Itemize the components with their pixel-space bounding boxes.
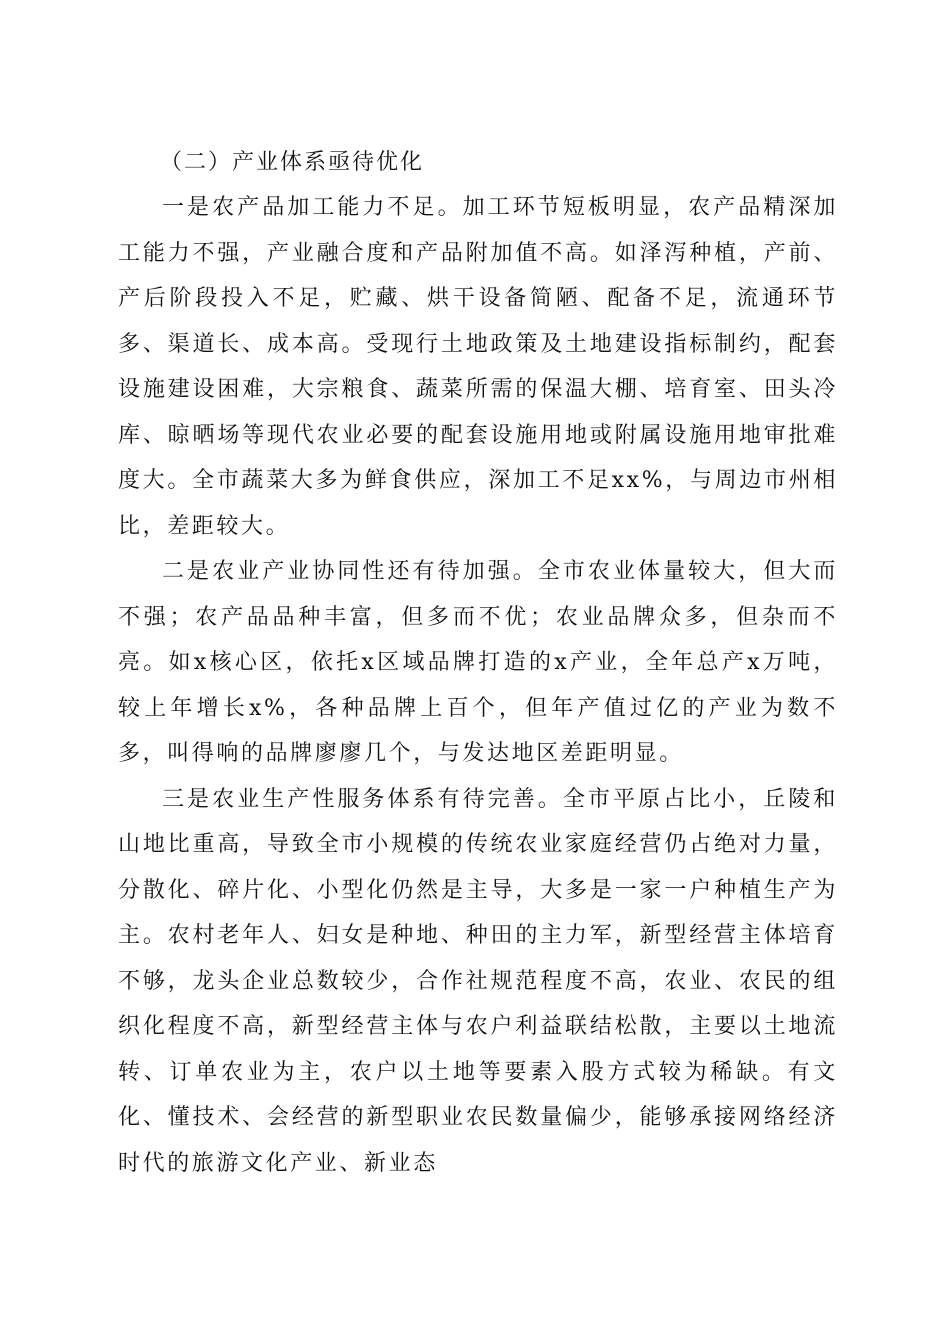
paragraph-lead: 二是农业产业协同性还有待加强。 xyxy=(162,559,538,584)
paragraph-body: 加工环节短板明显，农产品精深加工能力不强，产业融合度和产品附加值不高。如泽泻种植，产前、产后阶段投入不足，贮藏、烘干设备简陋、配备不足，流通环节多、渠道长、成本高。受现行土地政策及土地建设指标制约，配套设施建设困难，大宗粮食、蔬菜所需的保温大棚、培育室、田头冷库、晾晒场等现代农业必要的配套设施用地或附属设施用地审批难度大。全市蔬菜大多为鲜食供应，深加工不足xx%，与周边市州相比，差距较大。 xyxy=(118,195,838,539)
paragraph-processing-capacity xyxy=(118,185,838,549)
paragraph-body: 全市农业体量较大，但大而不强；农产品品种丰富，但多而不优；农业品牌众多，但杂而不亮。如x核心区，依托x区域品牌打造的x产业，全年总产x万吨，较上年增长x%，各种品牌上百个，但年产值过亿的产业为数不多，叫得响的品牌廖廖几个，与发达地区差距明显。 xyxy=(118,559,838,766)
paragraph-industry-synergy xyxy=(118,549,838,777)
document-body xyxy=(118,140,838,1186)
paragraph-body: 全市平原占比小，丘陵和山地比重高，导致全市小规模的传统农业家庭经营仍占绝对力量，分散化、碎片化、小型化仍然是主导，大多是一家一户种植生产为主。农村老年人、妇女是种地、种田的主力军，新型经营主体培育不够，龙头企业总数较少，合作社规范程度不高，农业、农民的组织化程度不高，新型经营主体与农户利益联结松散，主要以土地流转、订单农业为主，农户以土地等要素入股方式较为稀缺。有文化、懂技术、会经营的新型职业农民数量偏少，能够承接网络经济时代的旅游文化产业、新业态 xyxy=(118,786,838,1176)
paragraph-service-system xyxy=(118,777,838,1187)
paragraph-lead: 一是农产品加工能力不足。 xyxy=(162,195,463,220)
paragraph-lead: 三是农业生产性服务体系有待完善。 xyxy=(162,786,563,812)
section-heading: （二）产业体系亟待优化 xyxy=(160,150,425,175)
